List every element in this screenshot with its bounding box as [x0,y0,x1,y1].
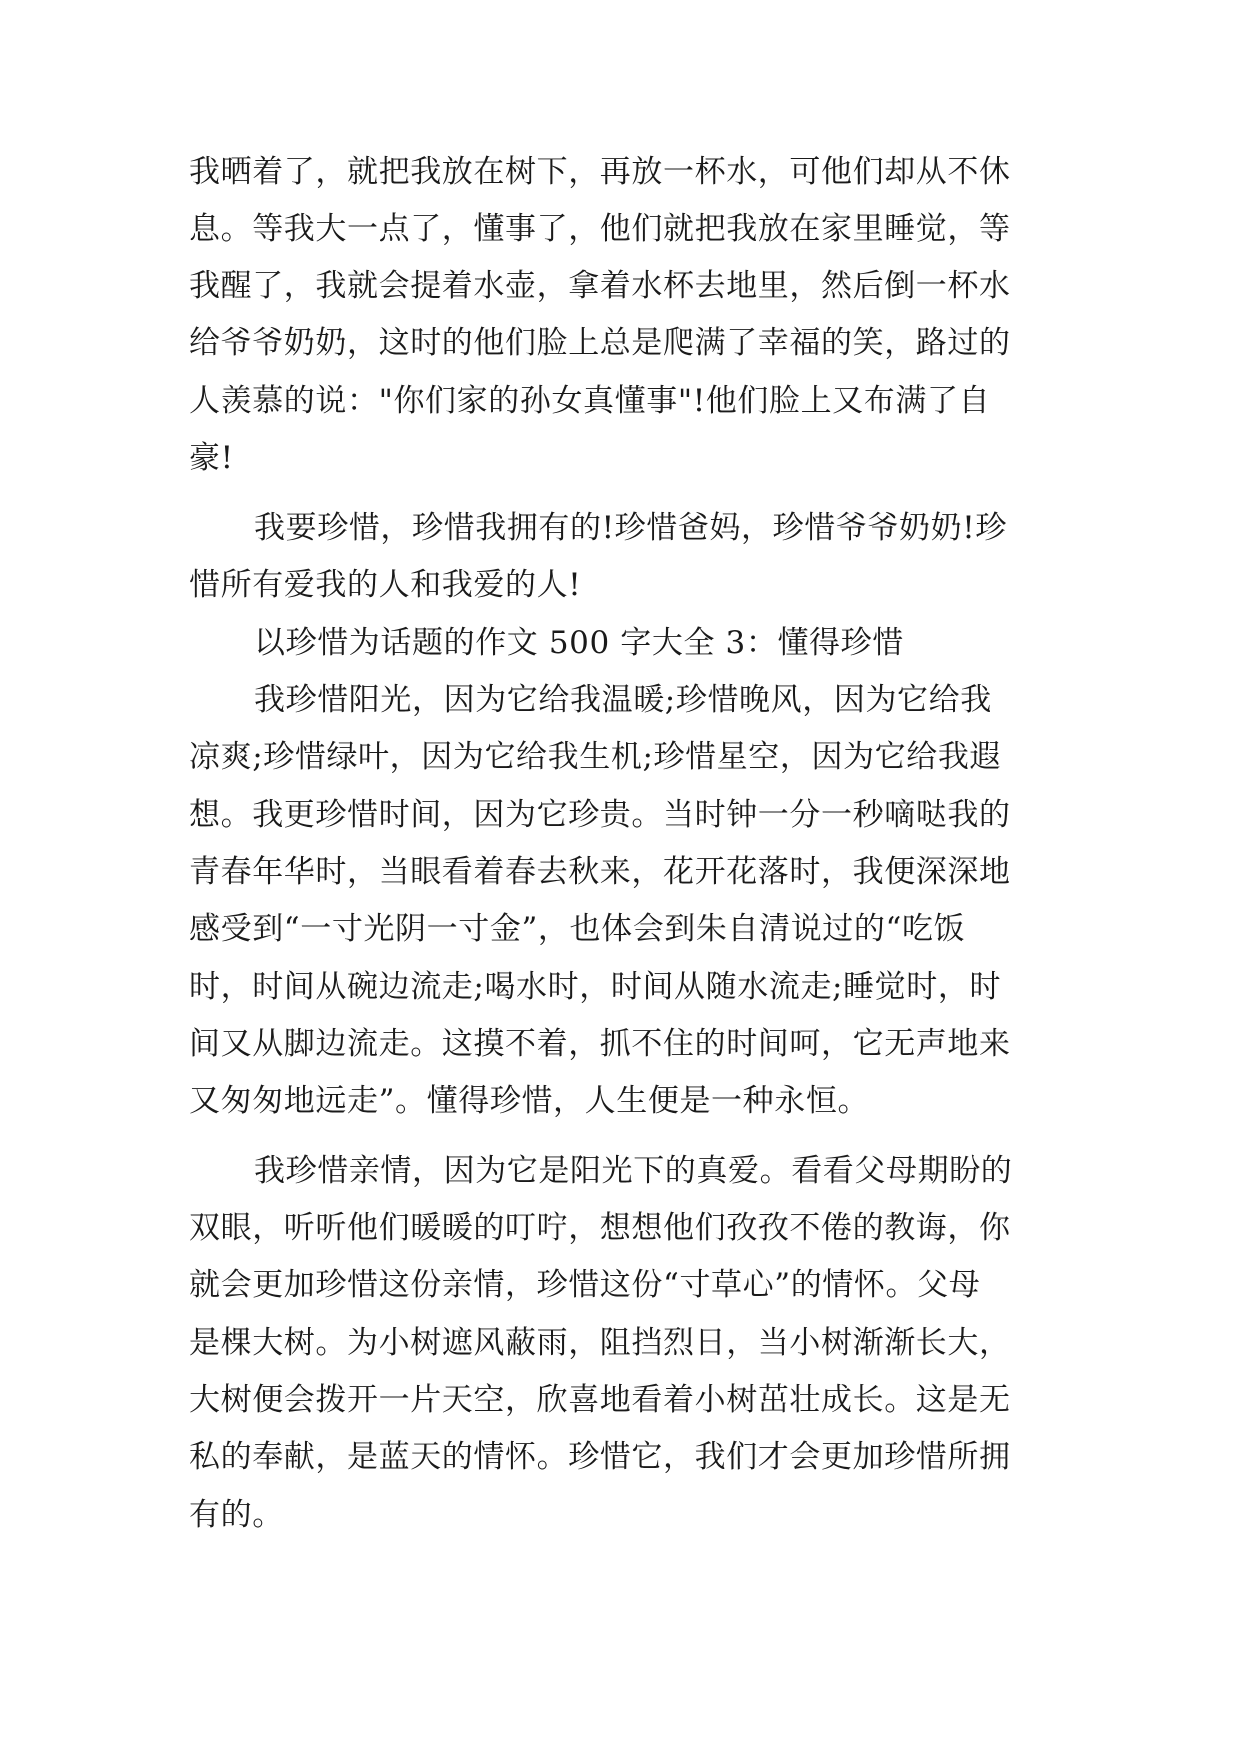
text-line: 人羡慕的说："你们家的孙女真懂事"!他们脸上又布满了自 [189,383,991,419]
text-line: 感受到“一寸光阴一寸金”，也体会到朱自清说过的“吃饭 [189,911,966,947]
text-line: 想。我更珍惜时间，因为它珍贵。当时钟一分一秒嘀哒我的 [189,797,1011,833]
text-line: 有的。 [189,1497,284,1533]
text-line: 我醒了，我就会提着水壶，拿着水杯去地里，然后倒一杯水 [189,268,1011,304]
text-line: 时，时间从碗边流走;喝水时，时间从随水流走;睡觉时，时 [189,969,1002,1005]
text-line: 是棵大树。为小树遮风蔽雨，阻挡烈日，当小树渐渐长大， [189,1325,1011,1361]
text-line: 凉爽;珍惜绿叶，因为它给我生机;珍惜星空，因为它给我遐 [189,739,1002,775]
text-line: 青春年华时，当眼看着春去秋来，花开花落时，我便深深地 [189,854,1011,890]
section-heading: 以珍惜为话题的作文 500 字大全 3：懂得珍惜 [254,625,904,661]
text-line: 大树便会拨开一片天空，欣喜地看着小树茁壮成长。这是无 [189,1382,1011,1418]
paragraph-first-line: 我要珍惜，珍惜我拥有的!珍惜爸妈，珍惜爷爷奶奶!珍 [254,510,1007,546]
text-line: 息。等我大一点了，懂事了，他们就把我放在家里睡觉，等 [189,211,1011,247]
text-line: 给爷爷奶奶，这时的他们脸上总是爬满了幸福的笑，路过的 [189,325,1011,361]
text-line: 间又从脚边流走。这摸不着，抓不住的时间呵，它无声地来 [189,1026,1011,1062]
text-line: 又匆匆地远走”。懂得珍惜，人生便是一种永恒。 [189,1083,870,1119]
text-line: 我晒着了，就把我放在树下，再放一杯水，可他们却从不休 [189,154,1011,190]
text-line: 豪! [189,440,234,476]
text-line: 私的奉献，是蓝天的情怀。珍惜它，我们才会更加珍惜所拥 [189,1439,1011,1475]
paragraph-first-line: 我珍惜亲情，因为它是阳光下的真爱。看看父母期盼的 [254,1153,1013,1189]
text-line: 就会更加珍惜这份亲情，珍惜这份“寸草心”的情怀。父母 [189,1267,981,1303]
text-line: 惜所有爱我的人和我爱的人! [189,567,582,603]
text-line: 双眼，听听他们暖暖的叮咛，想想他们孜孜不倦的教诲，你 [189,1210,1011,1246]
paragraph-first-line: 我珍惜阳光，因为它给我温暖;珍惜晚风，因为它给我 [254,682,992,718]
